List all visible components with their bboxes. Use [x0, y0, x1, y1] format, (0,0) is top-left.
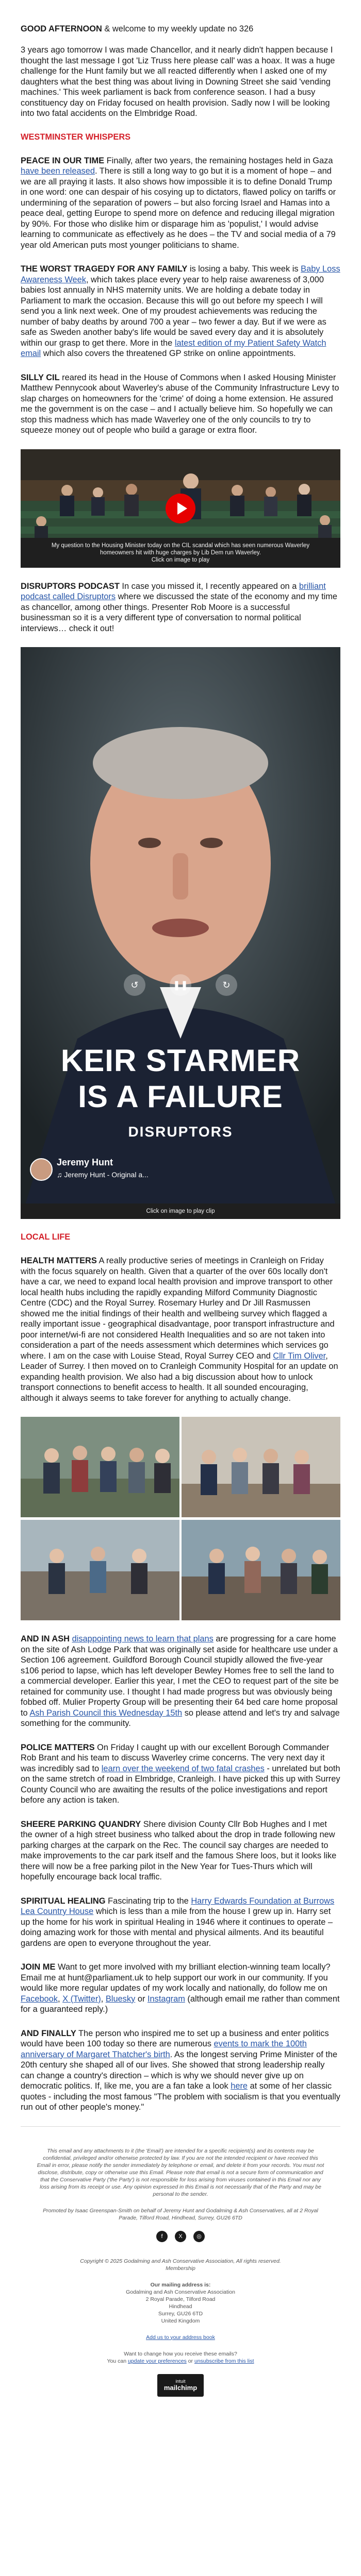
footer-disclaimer: This email and any attachments to it (the 'Email') are intended for a specific recipient(s) and its contents may be confidential, privileged and/or otherwise protected by law. If you are not the intended recipient or have received this Email in error, please notify the sender immediately by telephone or email, and delete it from your records. You must not disclose, distribute, copy or otherwise use this Email. Please note that email is not a secure form of communication and that the Conservative Party ('the Party') is not responsible for loss arising from viruses contained in this Email nor any loss arising from its receipt or use. Any opinion expressed in this Email is not necessarily that of the Party and may be personal to the sender. [37, 2147, 324, 2197]
join-me-paragraph [21, 1962, 340, 2015]
change-text: Want to change how you receive these emails? [124, 2350, 237, 2357]
silly-cil-paragraph [21, 372, 340, 436]
headline-line-2: IS A FAILURE [78, 1079, 283, 1114]
facebook-link[interactable]: Facebook [21, 1994, 58, 2004]
cllr-tim-oliver-link[interactable]: Cllr Tim Oliver [273, 1351, 326, 1361]
ash-lodge-news-link[interactable]: disappointing news to learn that plans [72, 1634, 214, 1643]
tragedy-text: is losing a baby. This week is [187, 264, 301, 274]
change-or: or [186, 2358, 194, 2364]
mailchimp-badge[interactable] [157, 2374, 204, 2397]
finally-lead: AND FINALLY [21, 2028, 76, 2038]
play-button[interactable] [166, 494, 195, 523]
add-address-book-link[interactable]: Add us to your address book [146, 2334, 215, 2341]
email-body [21, 0, 340, 2127]
join-me-text-2: (although email me rather than comment for a guaranteed reply.) [21, 1994, 340, 2014]
intuit-label: intuit [175, 2379, 186, 2384]
join-me-text: Want to get more involved with my brilliant election-winning team locally? Email me at hunt@parliament.uk to help support our work in our community. If you would like more regular updates of my work locally and nationally, do follow me on [21, 1962, 331, 1993]
join-me-sep-1: , [57, 1994, 63, 2004]
change-sep: You can [107, 2358, 128, 2364]
forward-icon[interactable]: ↻ [216, 974, 237, 996]
intro-lead: GOOD AFTERNOON [21, 24, 102, 33]
spiritual-text: Fascinating trip to the [105, 1896, 191, 1906]
thatcher-events-link[interactable]: events to mark the 100th anniversary of Margaret Thatcher's birth [21, 2039, 307, 2059]
health-lead: HEALTH MATTERS [21, 1256, 97, 1265]
disruptors-podcast-link[interactable]: brilliant podcast called Disruptors [21, 581, 326, 601]
tragedy-text-3: which also covers the threatened GP strike on online appointments. [41, 349, 296, 358]
footer-promoted-by: Promoted by Isaac Greenspan-Smith on behalf of Jeremy Hunt and Godalming & Ash Conservatives, all at 2 Royal Parade, Tilford Road, Hindhead, Surrey, GU26 6TD [43, 2207, 318, 2221]
hostages-released-link[interactable]: have been released [21, 166, 95, 176]
intro-paragraph [21, 24, 340, 119]
health-paragraph [21, 1256, 340, 1403]
footer-divider [21, 2126, 340, 2127]
police-text: On Friday I caught up with our excellent Borough Commander Rob Brant and his team to discuss Waverley crime concerns. The very next day it was incredibly sad to [21, 1742, 330, 1773]
shere-paragraph [21, 1819, 340, 1883]
health-meeting-photos [21, 1417, 340, 1620]
footer-copyright: Copyright © 2025 Godalming and Ash Conservative Association, All rights reserved. Membership [80, 2258, 281, 2272]
commons-video-caption: My question to the Housing Minister today on the CIL scandal which has seen numerous Waverley homeowners hit with huge charges by Lib Dem run Waverley. Click on image to play [21, 538, 340, 568]
health-text: A really productive series of meetings in Cranleigh on Friday with the focus squarely on health. Given that a quarter of the over 60s locally don't have a car, we need to expand local health provision and improve transport to other local health hubs including the rapidly expanding Milford Community Diagnostic Centre (CDC) and the Royal Surrey. Rosemary Hurley and Dr Jill Rasmussen showed me the initial findings of their health and wellbeing survey which flagged a really important issue - geographical disadvantage, poor transport infrastructure and poor internet/wi-fi are not considered Health Inequalities and so are not taken into consideration a part of the needs assessment which determines which services go where. I am on the case with Louise Stead, Royal Surrey CEO and [21, 1256, 335, 1361]
email-footer [36, 2147, 325, 2397]
tragedy-lead: THE WORST TRAGEDY FOR ANY FAMILY [21, 264, 188, 274]
tragedy-paragraph [21, 264, 340, 359]
finally-text: The person who inspired me to set up a business and enter politics would have been 100 today so there are numerous [21, 2028, 329, 2048]
peace-text: Finally, after two years, the remaining hostages held in Gaza [104, 156, 333, 165]
shere-text: Shere division County Cllr Bob Hughes and I met the owner of a high street business who talked about the drop in trade following new parking charges at the carpark on the Rec. The council say charges are needed to make improvements to the car park itself and the famous Shere loos, but it looks like there will now be a free parking pilot in the New Year for Tues-Thurs which will hopefully encourage back local traffic. [21, 1819, 337, 1882]
health-text-2: , Leader of Surrey. I then moved on to Cranleigh Community Hospital for an update on expanding health provision. We also had a big discussion about how to unlock transport connections to benefit access to health. It all sounded encouraging, although it always seems to take forever for anything to actually change. [21, 1351, 338, 1403]
section-local-life: LOCAL LIFE [21, 1232, 71, 1242]
join-me-lead: JOIN ME [21, 1962, 56, 1972]
ash-lead: AND IN ASH [21, 1634, 70, 1643]
disruptors-paragraph [21, 581, 340, 634]
ash-text-2: so please attend and let's try and salvage something for the community. [21, 1708, 340, 1728]
mailchimp-label: mailchimp [163, 2384, 198, 2392]
footer-preferences [36, 2350, 325, 2365]
disruptors-video-thumbnail[interactable] [21, 647, 340, 1219]
unsubscribe-link[interactable]: unsubscribe from this list [194, 2358, 254, 2364]
fatal-crashes-link[interactable]: learn over the weekend of two fatal crashes [101, 1764, 265, 1773]
ash-parish-council-link[interactable]: Ash Parish Council this Wednesday 15th [29, 1708, 183, 1718]
spiritual-paragraph [21, 1896, 340, 1949]
silly-cil-lead: SILLY CIL [21, 372, 60, 382]
instagram-icon[interactable]: ◎ [193, 2231, 205, 2242]
ash-paragraph [21, 1634, 340, 1729]
silly-cil-text: reared its head in the House of Commons when I asked Housing Minister Matthew Pennycook about Waverley's abuse of the Community Infrastructure Levy to slap charges on homeowners for the 'crime' of doing a home extension. He assured me the government is on the case – and I actually believe him. So hopefully we can stop this madness which has made Waverley one of the only councils to try to squeeze money out of people who build a garage or extra floor. [21, 372, 339, 435]
finally-text-2: . As the longest serving Prime Minister of the 20th century she shaped all of our lives. She showed that strong leadership really can change a country's direction – which is why we should never give up on democratic politics. If, like me, you are a fan take a look [21, 2049, 338, 2091]
facebook-icon[interactable]: f [156, 2231, 168, 2242]
police-paragraph [21, 1742, 340, 1806]
finally-paragraph [21, 2028, 340, 2113]
spiritual-lead: SPIRITUAL HEALING [21, 1896, 106, 1906]
update-preferences-link[interactable]: update your preferences [127, 2358, 187, 2364]
spiritual-text-2: which is less than a mile from the house I grew up in. Harry set up the home for his work in spiritual Healing in 1946 where it continues to operate – doing amazing work for those with mental and physical ailments. And its beautiful gardens are open to everyone throughout the year. [21, 1907, 333, 1948]
commons-video-thumbnail[interactable] [21, 449, 340, 568]
peace-text-2: . There is still a long way to go but it is a moment of hope – and we are all praying it lasts. It also shows how impossible it is to define Donald Trump in one word: one can despair of his cosying up to dictators, flawed policy on tariffs or undermining of the separation of powers – but also forcing Israel and Hamas into a peace deal, getting Europe to spend more on defence and reducing illegal migration by 90%. For those who dislike him or disparage him as 'populist,' I would advise learning to communicate as effectively as he does – the TV and social media of a 79 year old American puts most younger politicians to shame. [21, 166, 336, 250]
bluesky-link[interactable]: Bluesky [105, 1994, 136, 2004]
channel-avatar [30, 1158, 53, 1181]
finally-text-3: at some of her classic quotes - including the most famous "The problem with socialism is that you eventually run out of other people's money." [21, 2081, 340, 2112]
patient-safety-watch-link[interactable]: latest edition of my Patient Safety Watch email [21, 338, 326, 358]
ash-text: are progressing for a care home on the site of Ash Lodge Park that was originally set aside for healthcare use under a Section 106 agreement. Guildford Borough Council stupidly allowed the five-year s106 period to lapse, which has left developer Bewley Homes free to sell the land to a commercial developer. Earlier this year, I met the CEO to request part of the site be retained for community use. I thought I had made progress but was obviously being fobbed off. Mulier Property Group will be presenting their 64 bed care home proposal to [21, 1634, 339, 1718]
section-westminster-whispers: WESTMINSTER WHISPERS [21, 132, 131, 142]
footer-mailing-address [36, 2281, 325, 2325]
instagram-link[interactable]: Instagram [147, 1994, 185, 2004]
police-text-2: - unrelated but both on the same stretch of road in Elmbridge, Cranleigh. I have picked this up with Surrey County Council who are awaiting the results of the police investigations and report before any action is taken. [21, 1764, 340, 1805]
cranleigh-photo-collage[interactable] [21, 1417, 340, 1620]
mailing-address-text: Godalming and Ash Conservative Association 2 Royal Parade, Tilford Road Hindhead Surrey, GU26 6TD United Kingdom [126, 2289, 235, 2324]
disruptors-text-2: where we discussed the state of the economy and my time as chancellor, among other things. Presenter Rob Moore is a successful businessman so it is a very different type of conversation to normal political interviews… check it out! [21, 592, 338, 633]
tragedy-text-2: , which takes place every year to help raise awareness of 3,000 babies lost annually in NHS maternity units. We are holding a debate today in Parliament to mark the occasion. Because this will go out before my speech I will send you a link next week. One of my proudest achievements was reducing the number of baby deaths by around 700 a year – two fewer a day. But if we were as safe as Sweden another baby's life would be saved every day and it is absolutely within our grasp to get there. More in the [21, 275, 326, 348]
disruptors-brand: DISRUPTORS [128, 1124, 233, 1140]
thatcher-quotes-link[interactable]: here [231, 2081, 248, 2091]
footer-address-book [36, 2334, 325, 2341]
rewind-icon[interactable]: ↺ [124, 974, 145, 996]
disruptors-text: In case you missed it, I recently appeared on a [119, 581, 299, 591]
baby-loss-week-link[interactable]: Baby Loss Awareness Week [21, 264, 340, 284]
police-lead: POLICE MATTERS [21, 1742, 95, 1752]
audio-subtitle: ♫ Jeremy Hunt - Original a... [57, 1171, 149, 1179]
mailing-label: Our mailing address is: [150, 2281, 211, 2288]
join-me-sep-2: , [101, 1994, 106, 2004]
x-twitter-icon[interactable]: X [175, 2231, 186, 2242]
channel-name: Jeremy Hunt [57, 1157, 113, 1167]
headline-line-1: KEIR STARMER [60, 1043, 301, 1078]
intro-text: & welcome to my weekly update no 326 3 years ago tomorrow I was made Chancellor, and it nearly didn't happen because I thought the last message I got 'Liz Truss here please call' was a hoax. It was a huge challenge for the Hunt family but we all reacted differently when I asked one of my daughters what the best thing was about living in Downing Street she said 'vending machines.' This week parliament is back from conference season. I had a busy constituency day on Friday focused on health provision. Sadly now I will be looking into two fatal accidents on the Elmbridge Road. [21, 24, 335, 118]
harry-edwards-foundation-link[interactable]: Harry Edwards Foundation at Burrows Lea Country House [21, 1896, 335, 1916]
disruptors-video-caption: Click on image to play clip [21, 1204, 340, 1219]
peace-paragraph [21, 156, 340, 251]
shere-lead: SHEERE PARKING QUANDRY [21, 1819, 141, 1829]
social-icons [36, 2231, 325, 2242]
pause-icon[interactable]: ❚❚ [170, 974, 191, 996]
twitter-link[interactable]: X (Twitter) [62, 1994, 101, 2004]
disruptors-lead: DISRUPTORS PODCAST [21, 581, 120, 591]
join-me-sep-3: or [135, 1994, 147, 2004]
peace-lead: PEACE IN OUR TIME [21, 156, 105, 165]
